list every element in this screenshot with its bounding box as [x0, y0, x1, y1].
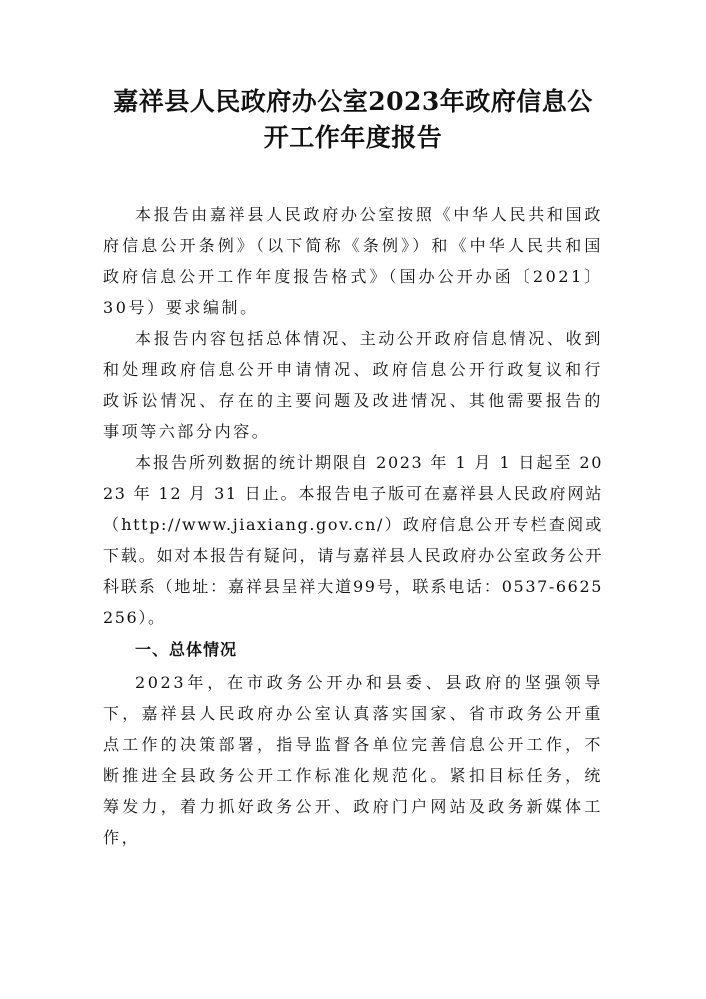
intro-paragraph-2: 本报告内容包括总体情况、主动公开政府信息情况、收到和处理政府信息公开申请情况、政府信息公开行政复议和行政诉讼情况、存在的主要问题及改进情况、其他需要报告的事项等六部分内容。 [103, 329, 603, 441]
intro-paragraph-1: 本报告由嘉祥县人民政府办公室按照《中华人民共和国政府信息公开条例》（以下简称《条例》）和《中华人民共和国政府信息公开工作年度报告格式》（国办公开办函〔2021〕30号）要求编制。 [103, 205, 603, 317]
overview-paragraph: 2023年，在市政务公开办和县委、县政府的坚强领导下，嘉祥县人民政府办公室认真落实国家、省市政务公开重点工作的决策部署，指导监督各单位完善信息公开工作，不断推进全县政务公开工作标准化规范化。紧扣目标任务，统筹发力，着力抓好政务公开、政府门户网站及政务新媒体工作， [103, 673, 603, 847]
title-line-1: 嘉祥县人民政府办公室2023年政府信息公 [113, 87, 593, 116]
section-heading-overview: 一、总体情况 [135, 640, 238, 659]
title-line-2: 开工作年度报告 [263, 123, 443, 152]
document-body [103, 199, 603, 853]
document-title [100, 84, 606, 156]
intro-paragraph-3: 本报告所列数据的统计期限自 2023 年 1 月 1 日起至 2023 年 12 月 31 日止。本报告电子版可在嘉祥县人民政府网站（http://www.jiaxiang.gov.cn/）政府信息公开专栏查阅或下载。如对本报告有疑问，请与嘉祥县人民政府办公室政务公开科联系（地址：嘉祥县呈祥大道99号，联系电话：0537-6625256）。 [103, 453, 603, 627]
